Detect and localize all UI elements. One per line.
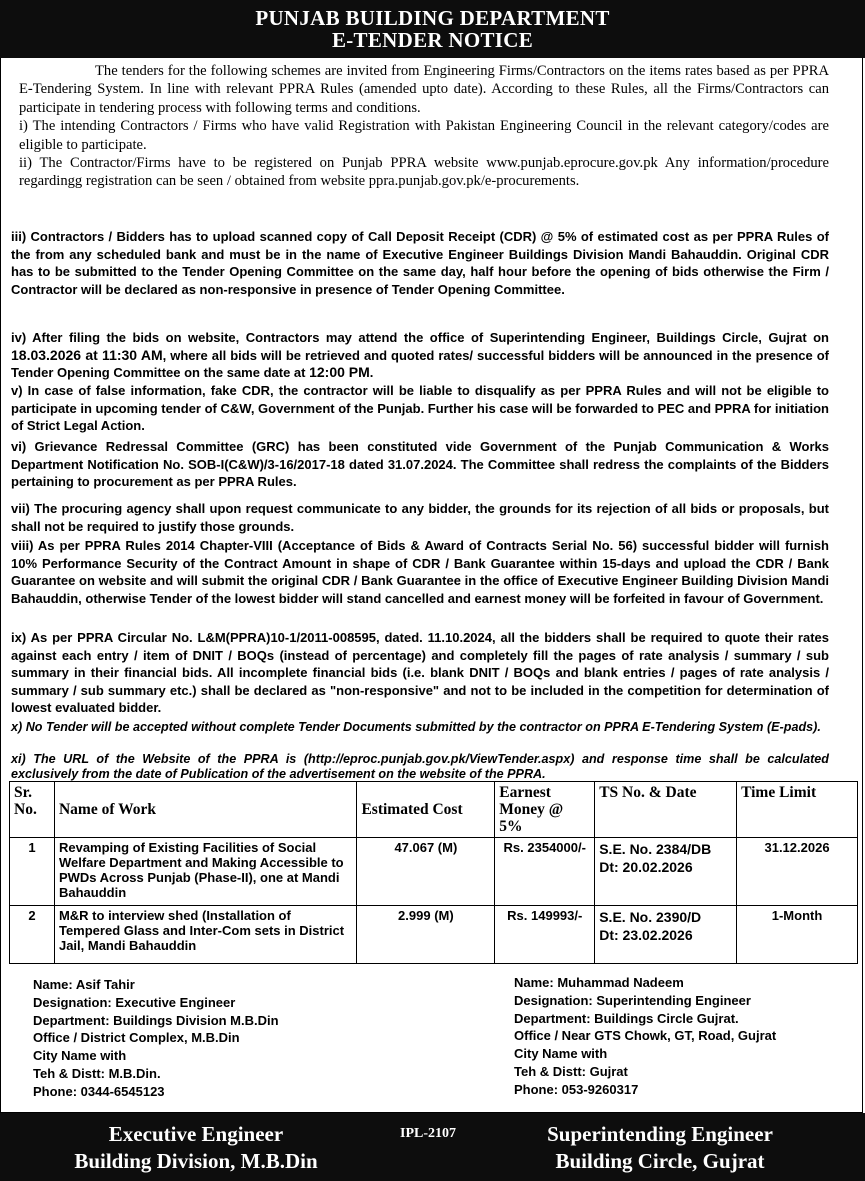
clause-iv-time: 12:00 PM <box>309 364 370 380</box>
footer-executive-engineer <box>16 1121 376 1175</box>
clause-iv-part-c: . <box>369 365 374 380</box>
sig-left-designation: Designation: Executive Engineer <box>33 994 236 1010</box>
clause-v: v) In case of false information, fake CDR, the contractor will be liable to disqualify as per PPRA Rules and will not be eligible to participate in upcoming tender of C&W, Government of the Punjab. Further his case will be forwarded to PEC and PPRA for initiation of Strict Legal Action. <box>11 383 829 433</box>
row-time-limit: 31.12.2026 <box>737 838 858 906</box>
row-name-of-work: M&R to interview shed (Installation of Tempered Glass and Inter-Com sets in District Jail, Mandi Bahauddin <box>54 906 356 964</box>
sig-right-phone: Phone: 053-9260317 <box>514 1081 639 1097</box>
row-earnest-money: Rs. 149993/- <box>495 906 595 964</box>
sig-right-name: Name: Muhammad Nadeem <box>514 975 684 990</box>
sig-left-phone: Phone: 0344-6545123 <box>33 1083 165 1099</box>
row-name-of-work: Revamping of Existing Facilities of Social Welfare Department and Making Accessible to PWDs Across Punjab (Phase-II), one at Mandi Bahauddin <box>54 838 356 906</box>
footer-left-line2: Building Division, M.B.Din <box>74 1149 318 1173</box>
sig-right-designation: Designation: Superintending Engineer <box>514 992 751 1008</box>
header-ts-no-date: TS No. & Date <box>595 782 737 838</box>
row-sr: 1 <box>10 838 55 906</box>
footer-right-line2: Building Circle, Gujrat <box>555 1149 765 1173</box>
row-ts-number: S.E. No. 2384/DB <box>599 841 712 857</box>
department-title: PUNJAB BUILDING DEPARTMENT <box>255 6 610 30</box>
clause-ii: ii) The Contractor/Firms have to be registered on Punjab PPRA website www.punjab.eprocure.gov.pk Any information/procedure regardingg registration can be seen / obtained from website ppra.punjab.gov.pk/e-procurements. <box>19 155 829 190</box>
clause-iv-part-a: iv) After filing the bids on website, Contractors may attend the office of Superintending Engineer, Buildings Circle, Gujrat on <box>11 330 829 345</box>
works-table <box>9 781 858 964</box>
clause-vi: vi) Grievance Redressal Committee (GRC) has been constituted vide Government of the Punjab Communication & Works Department Notification No. SOB-I(C&W)/3-16/2017-18 dated 31.07.2024. The Committee shall redress the complaints of the Bidders pertaining to procurement as per PPRA Rules. <box>11 439 829 489</box>
clause-ix: ix) As per PPRA Circular No. L&M(PPRA)10-1/2011-008595, dated. 11.10.2024, all the bidders shall be required to quote their rates against each entry / item of DNIT / BOQs (instead of percentage) and completely fill the pages of rate analysis / summary / sub summary in their financial bids. All incomplete financial bids (i.e. blank DNIT / BOQs and blank entries / pages of rate analysis / summary / sub summary etc.) shall be declared as "non-responsive" and not to be included in the competition for determination of lowest evaluated bidder. <box>11 630 829 715</box>
clause-xi: xi) The URL of the Website of the PPRA is (http://eproc.punjab.gov.pk/ViewTender.aspx) and response time shall be calculated exclusively from the date of Publication of the advertisement on the website of the PPRA. <box>11 752 829 781</box>
sig-right-office: Office / Near GTS Chowk, GT, Road, Gujrat <box>514 1028 777 1044</box>
row-ts-date: Dt: 23.02.2026 <box>599 927 693 943</box>
header-earnest-money: Earnest Money @ 5% <box>495 782 595 838</box>
sig-left-city: City Name with <box>33 1048 127 1064</box>
row-ts <box>595 838 737 906</box>
notice-header <box>0 0 865 58</box>
clause-iv-part-b: , where all bids will be retrieved and quoted rates/ successful bidders will be announced in the presence of Tender Opening Committee on the same date at <box>11 347 829 380</box>
header-name-of-work: Name of Work <box>54 782 356 838</box>
sig-left-teh-distt: Teh & Distt: M.B.Din. <box>33 1065 161 1081</box>
clause-i: i) The intending Contractors / Firms who have valid Registration with Pakistan Engineering Council in the relevant category/codes are eligible to participate. <box>19 118 829 153</box>
clause-x: x) No Tender will be accepted without complete Tender Documents submitted by the contractor on PPRA E-Tendering System (E-pads). <box>11 720 821 734</box>
intro-block <box>19 62 829 191</box>
sig-left-office: Office / District Complex, M.B.Din <box>33 1030 240 1046</box>
notice-body <box>0 58 863 1113</box>
row-ts-date: Dt: 20.02.2026 <box>599 859 693 875</box>
notice-footer <box>0 1113 865 1181</box>
footer-ipl-code: IPL-2107 <box>400 1126 456 1141</box>
intro-paragraph: The tenders for the following schemes are invited from Engineering Firms/Contractors on the items rates based as per PPRA E-Tendering System. In line with relevant PPRA Rules (amended upto date). According to these Rules, all the Firms/Contractors can participate in tendering process with following terms and conditions. <box>19 63 829 116</box>
row-ts <box>595 906 737 964</box>
row-estimated-cost: 2.999 (M) <box>357 906 495 964</box>
clause-iv-date: 18.03.2026 at 11:30 AM <box>11 346 163 363</box>
footer-superintending-engineer <box>490 1121 830 1175</box>
notice-title: E-TENDER NOTICE <box>331 28 534 52</box>
signatory-executive-engineer <box>33 976 413 1101</box>
row-ts-number: S.E. No. 2390/D <box>599 909 702 925</box>
footer-left-line1: Executive Engineer <box>108 1122 284 1146</box>
clause-vii: vii) The procuring agency shall upon request communicate to any bidder, the grounds for its rejection of all bids or proposals, but shall not be required to justify those grounds. <box>11 501 829 534</box>
clause-viii: viii) As per PPRA Rules 2014 Chapter-VIII (Acceptance of Bids & Award of Contracts Serial No. 56) successful bidder will furnish 10% Performance Security of the Contract Amount in shape of CDR / Bank Guarantee within 15-days and upload the CDR / Bank Guarantee on website and will submit the original CDR / Bank Guarantee in the office of Executive Engineer Building Division Mandi Bahauddin, otherwise Tender of the lowest bidder will stand cancelled and earnest money will be forfeited in favour of Government. <box>11 538 829 606</box>
table-header-row <box>10 782 858 838</box>
footer-right-line1: Superintending Engineer <box>547 1122 773 1146</box>
signatory-superintending-engineer <box>514 974 854 1099</box>
sig-right-city: City Name with <box>514 1046 608 1062</box>
row-estimated-cost: 47.067 (M) <box>357 838 495 906</box>
header-estimated-cost: Estimated Cost <box>357 782 495 838</box>
clause-iii: iii) Contractors / Bidders has to upload scanned copy of Call Deposit Receipt (CDR) @ 5% of estimated cost as per PPRA Rules of the from any scheduled bank and must be in the name of Executive Engineer Buildings Division Mandi Bahauddin. Original CDR has to be submitted to the Tender Opening Committee on the same day, half hour before the opening of bids otherwise the Firm / Contractor will be declared as non-responsive in presence of Tender Opening Committee. <box>11 229 829 297</box>
sig-left-name: Name: Asif Tahir <box>33 977 135 992</box>
row-sr: 2 <box>10 906 55 964</box>
sig-right-department: Department: Buildings Circle Gujrat. <box>514 1010 739 1026</box>
table-row <box>10 906 858 964</box>
header-time-limit: Time Limit <box>737 782 858 838</box>
clause-iv <box>11 329 829 382</box>
row-earnest-money: Rs. 2354000/- <box>495 838 595 906</box>
sig-right-teh-distt: Teh & Distt: Gujrat <box>514 1063 628 1079</box>
sig-left-department: Department: Buildings Division M.B.Din <box>33 1012 279 1028</box>
header-sr-no: Sr. No. <box>10 782 55 838</box>
table-row <box>10 838 858 906</box>
row-time-limit: 1-Month <box>737 906 858 964</box>
